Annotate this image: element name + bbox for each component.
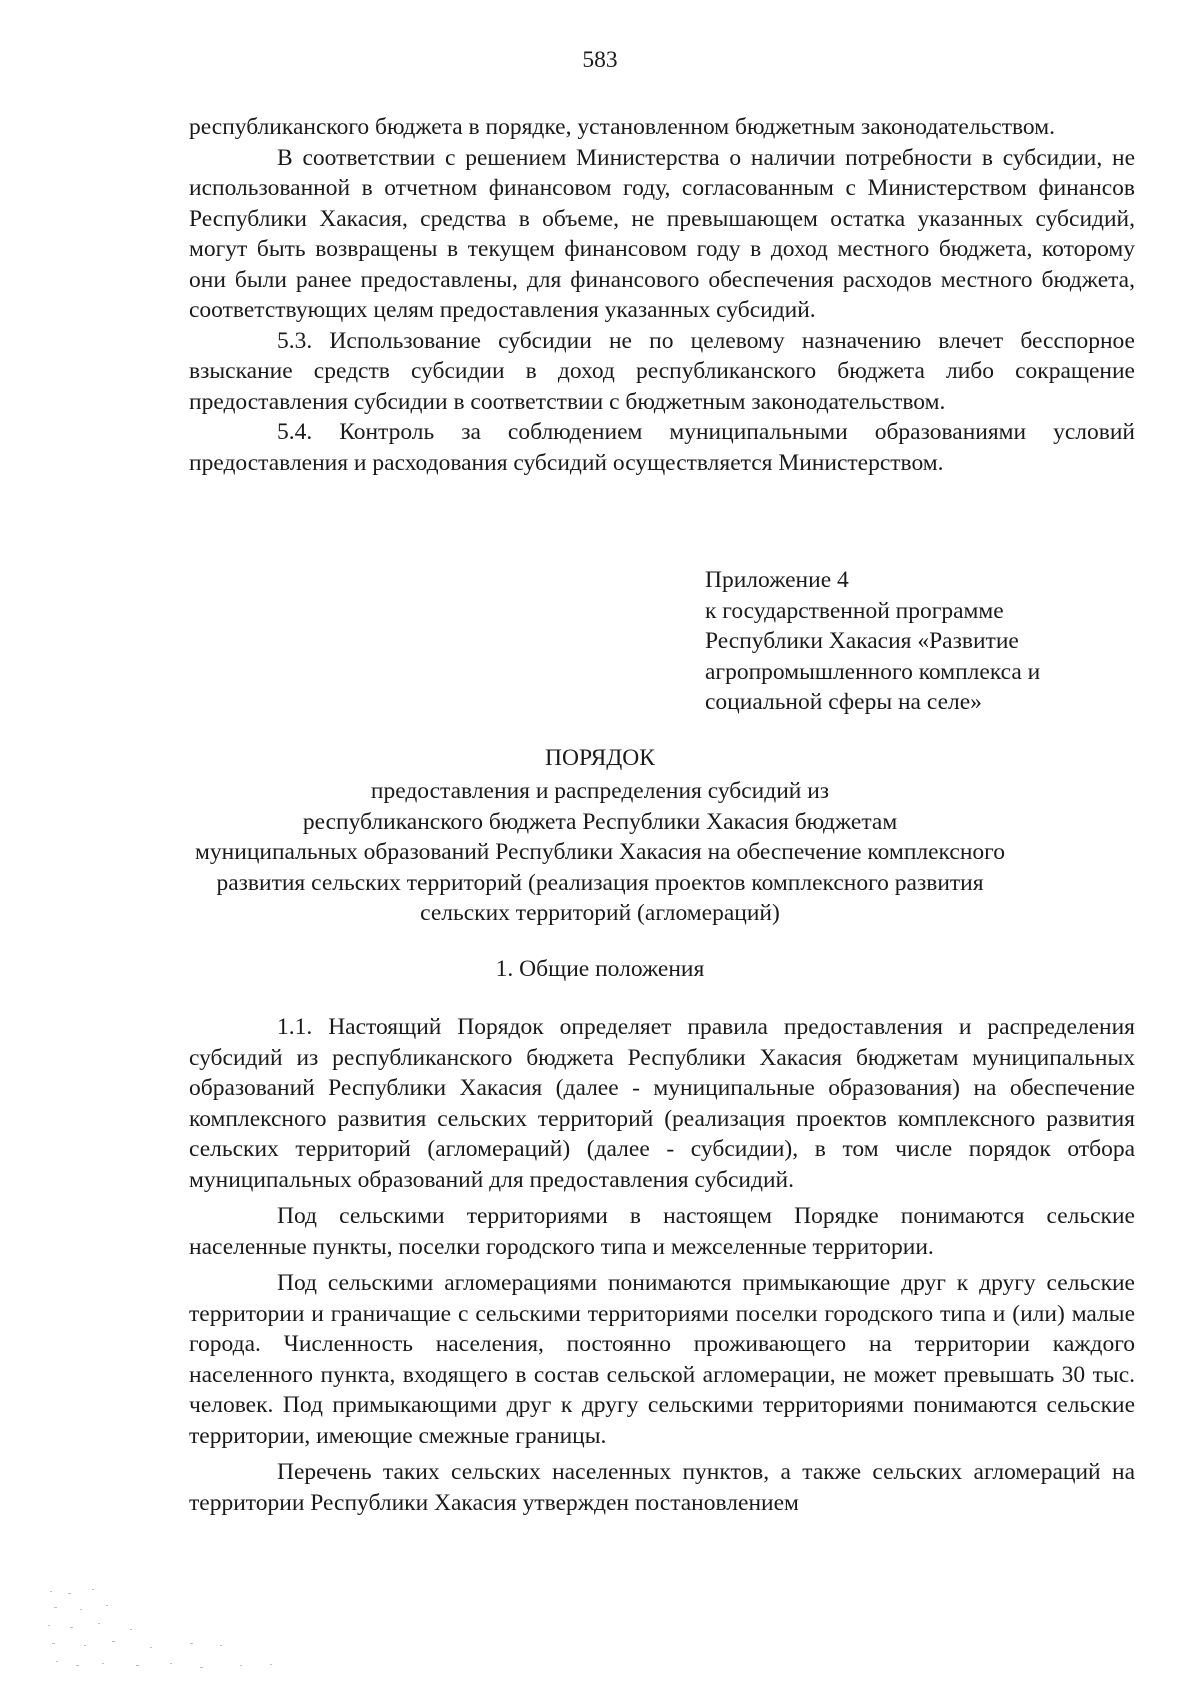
paragraph: 5.3. Использование субсидии не по целевому назначению влечет бесспорное взыскание средств субсидии в доход республиканского бюджета либо сокращение предоставления субсидии в соответствии с бюджетным законодательством. <box>189 327 1135 415</box>
section-heading: 1. Общие положения <box>495 956 705 982</box>
document-title: ПОРЯДОК <box>545 745 655 771</box>
appendix-line: к государственной программе <box>705 597 1004 624</box>
paragraph: Под сельскими агломерациями понимаются примыкающие друг к другу сельские территории и граничащие с сельскими территориями поселки городского типа и (или) малые города. Численность населения, постоянно проживающего на территории каждого населенного пункта, входящего в состав сельской агломерации, не может превышать 30 тыс. человек. Под примыкающими друг к другу сельскими территориями понимаются сельские территории, имеющие смежные границы. <box>189 1270 1135 1449</box>
page-number: 583 <box>582 47 618 73</box>
appendix-line: Республики Хакасия «Развитие <box>705 628 1019 654</box>
subtitle-line: развития сельских территорий (реализация проектов комплексного развития <box>216 869 984 896</box>
paragraph: 1.1. Настоящий Порядок определяет правила предоставления и распределения субсидий из республиканского бюджета Республики Хакасия бюджетам муниципальных образований Республики Хакасия (далее - муниципальные образования) на обеспечение комплексного развития сельских территорий (реализация проектов комплексного развития сельских территорий (агломераций) (далее - субсидии), в том числе порядок отбора муниципальных образований для предоставления субсидий. <box>189 1014 1135 1193</box>
appendix-note <box>705 565 1125 718</box>
subtitle-line: республиканского бюджета Республики Хакасия бюджетам <box>302 808 898 835</box>
paragraph: 5.4. Контроль за соблюдением муниципальными образованиями условий предоставления и расходования субсидий осуществляется Министерством. <box>189 419 1135 476</box>
appendix-line: Приложение 4 <box>705 567 849 593</box>
section-body <box>189 1012 1135 1524</box>
subtitle-line: предоставления и распределения субсидий из <box>370 778 830 804</box>
subtitle-line: муниципальных образований Республики Хакасия на обеспечение комплексного <box>195 839 1005 865</box>
paragraph: республиканского бюджета в порядке, установленном бюджетным законодательством. <box>189 114 1055 140</box>
document-subtitle <box>150 776 1050 929</box>
paragraph: В соответствии с решением Министерства о наличии потребности в субсидии, не использованной в отчетном финансовом году, согласованным с Министерством финансов Республики Хакасия, средства в объеме, не превышающем остатка указанных субсидий, могут быть возвращены в текущем финансовом году в доход местного бюджета, которому они были ранее предоставлены, для финансового обеспечения расходов местного бюджета, соответствующих целям предоставления указанных субсидий. <box>189 144 1135 323</box>
subtitle-line: сельских территорий (агломераций) <box>420 900 780 926</box>
continuation-text <box>189 112 1135 478</box>
paragraph: Перечень таких сельских населенных пунктов, а также сельских агломераций на территории Республики Хакасия утвержден постановлением <box>189 1459 1135 1516</box>
paragraph: Под сельскими территориями в настоящем Порядке понимаются сельские населенные пункты, поселки городского типа и межселенные территории. <box>189 1203 1135 1260</box>
appendix-line: агропромышленного комплекса и <box>705 658 1041 685</box>
scan-artifact <box>40 1585 300 1680</box>
appendix-line: социальной сферы на селе» <box>705 689 982 715</box>
